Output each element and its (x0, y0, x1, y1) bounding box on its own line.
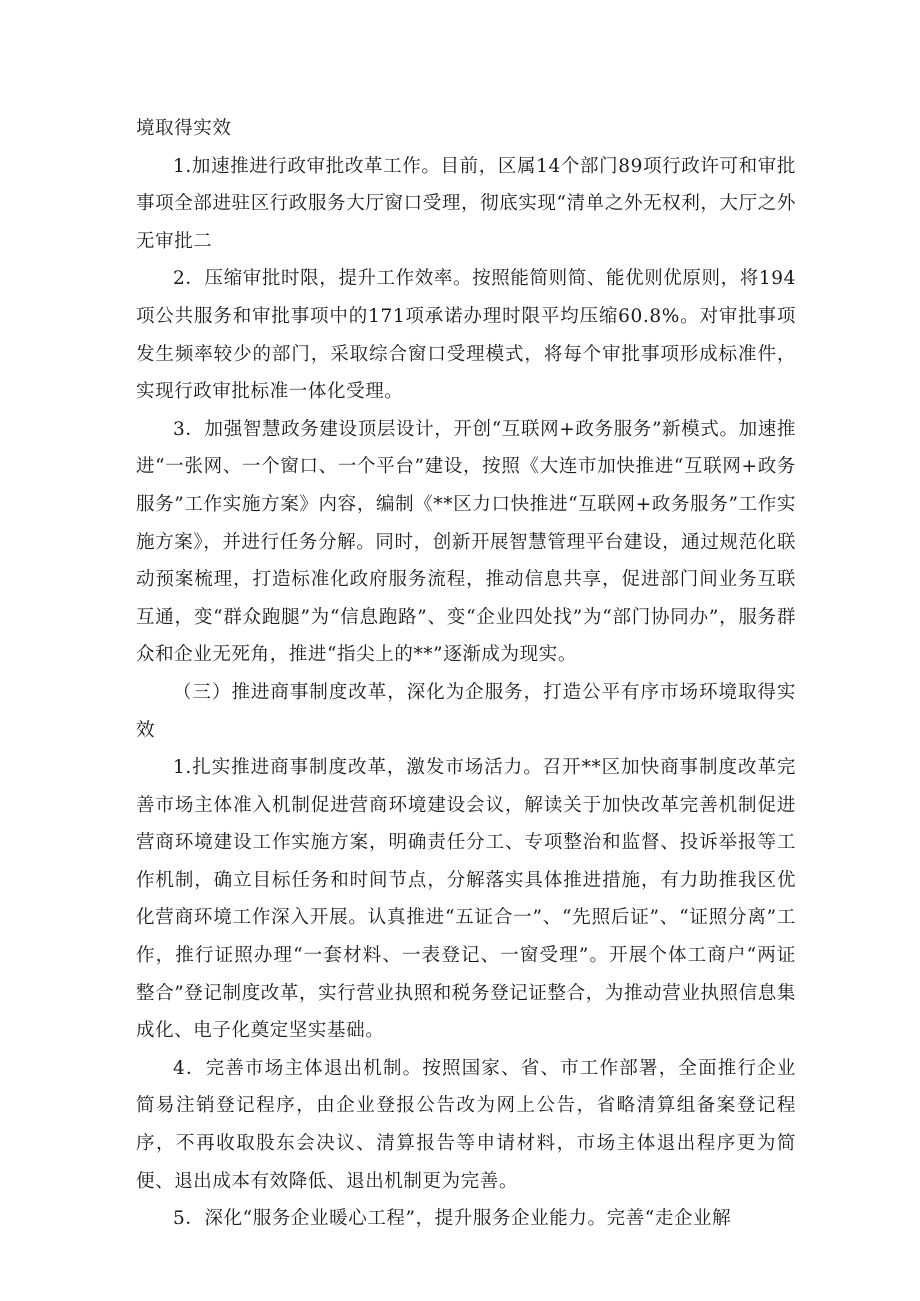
paragraph-continuation: 境取得实效 (136, 118, 232, 139)
paragraph-item-2-compress-time: 2．压缩审批时限，提升工作效率。按照能简则简、能优则优原则，将194项公共服务和审批事项中的171项承诺办理时限平均压缩60.8%。对审批事项发生频率较少的部门，采取综合窗口受理模式，将每个审批事项形成标准件，实现行政审批标准一体化受理。 (136, 268, 796, 403)
paragraph-item-1-commercial-reform: 1.扎实推进商事制度改革，激发市场活力。召开**区加快商事制度改革完善市场主体准入机制促进营商环境建设会议，解读关于加快改革完善机制促进营商环境建设工作实施方案，明确责任分工、专项整治和监督、投诉举报等工作机制，确立目标任务和时间节点，分解落实具体推进措施，有力助推我区优化营商环境工作深入开展。认真推进“五证合一”、“先照后证”、“证照分离”工作，推行证照办理“一套材料、一表登记、一窗受理”。开展个体工商户“两证整合”登记制度改革，实行营业执照和税务登记证整合，为推动营业执照信息集成化、电子化奠定坚实基础。 (136, 757, 796, 1042)
section-heading-3: （三）推进商事制度改革，深化为企服务，打造公平有序市场环境取得实效 (136, 681, 796, 741)
paragraph-item-3-smart-government: 3．加强智慧政务建设顶层设计，开创“互联网+政务服务”新模式。加速推进“一张网、一个窗口、一个平台”建设，按照《大连市加快推进“互联网+政务服务”工作实施方案》内容，编制《**区力口快推进“互联网+政务服务”工作实施方案》，并进行任务分解。同时，创新开展智慧管理平台建设，通过规范化联动预案梳理，打造标准化政府服务流程，推动信息共享，促进部门间业务互联互通，变“群众跑腿”为“信息跑路”、变“企业四处找”为“部门协同办”，服务群众和企业无死角，推进“指尖上的**”逐渐成为现实。 (136, 418, 796, 666)
paragraph-item-4-exit-mechanism: 4．完善市场主体退出机制。按照国家、省、市工作部署，全面推行企业简易注销登记程序，由企业登报公告改为网上公告，省略清算组备案登记程序，不再收取股东会决议、清算报告等申请材料，市场主体退出程序更为简便、退出成本有效降低、退出机制更为完善。 (136, 1057, 796, 1192)
paragraph-item-5-enterprise-service: 5．深化“服务企业暖心工程”，提升服务企业能力。完善“走企业解 (173, 1208, 732, 1230)
paragraph-item-1-approval-reform: 1.加速推进行政审批改革工作。目前，区属14个部门89项行政许可和审批事项全部进驻区行政服务大厅窗口受理，彻底实现“清单之外无权利，大厅之外无审批二 (136, 155, 796, 252)
document-page (136, 110, 796, 1238)
